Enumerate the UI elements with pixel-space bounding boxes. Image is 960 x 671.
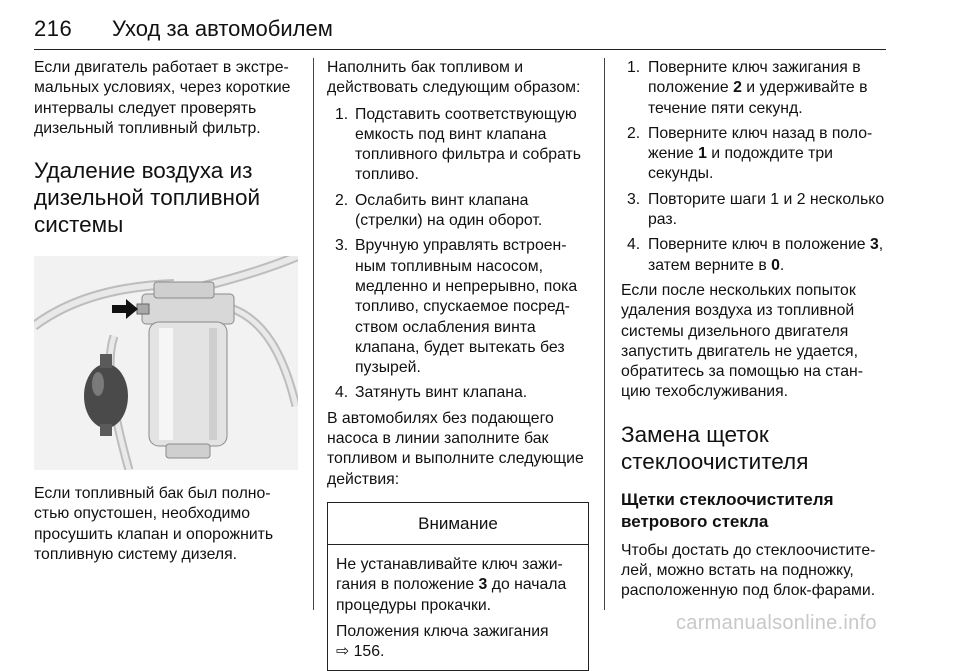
list-item: 2. Ослабить винт клапана (стрелки) на один оборот.	[335, 191, 543, 230]
ignition-steps	[621, 58, 887, 276]
column-1	[34, 58, 300, 565]
column-divider	[313, 58, 314, 610]
reference-arrow-icon: ⇨	[336, 643, 350, 661]
notice-title: Внимание	[328, 503, 588, 545]
column-2	[327, 58, 589, 671]
list-item: 1. Подставить соответствующую емкость под винт клапана топливного фильтра и собрать топливо.	[335, 105, 581, 184]
fuel-filter-diagram	[34, 256, 298, 470]
reference-text: Положения ключа зажигания	[336, 622, 549, 640]
fuel-filter-illustration	[34, 256, 298, 470]
list-item: 1. Поверните ключ зажигания в положение 2 и удерживайте в течение пяти секунд.	[627, 59, 868, 117]
subsection-heading: Щетки стеклоочистителя ветрового стекла	[621, 489, 834, 531]
notice-box	[327, 502, 589, 671]
procedure-outro: В автомобилях без подающего насоса в линии заполните бак топливом и выполните следующие действия:	[327, 409, 584, 488]
list-item: 4. Поверните ключ в положение 3, затем верните в 0.	[627, 236, 884, 274]
page-header	[34, 16, 886, 46]
list-item: 3. Повторите шаги 1 и 2 несколько раз.	[627, 190, 885, 229]
header-divider	[34, 49, 886, 50]
list-item: 3. Вручную управлять встроен- ным топливным насосом, медленно и непрерывно, пока топливо, спускаемое посред- ством ослабления винта клапана, будет вытекать без пузырей.	[335, 237, 578, 377]
notice-body: Не устанавливайте ключ зажи- гания в положение 3 до начала процедуры прокачки. Положения ключа зажигания ⇨ 156.	[336, 555, 567, 661]
column-divider	[604, 58, 605, 610]
watermark: carmanualsonline.info	[676, 612, 877, 634]
intro-paragraph: Если двигатель работает в экстре- мальных условиях, через короткие интервалы следует проверять дизельный топливный фильтр.	[34, 59, 291, 137]
after-figure-paragraph: Если топливный бак был полно- стью опустошен, необходимо просушить клапан и опорожнить топливную систему дизеля.	[34, 485, 274, 564]
procedure-intro: Наполнить бак топливом и действовать следующим образом:	[327, 59, 581, 97]
procedure-steps	[327, 105, 589, 404]
chapter-title: Уход за автомобилем	[112, 16, 333, 41]
section-heading-wipers: Замена щеток стеклоочистителя	[621, 421, 809, 474]
column-3	[621, 58, 887, 602]
wiper-paragraph: Чтобы достать до стеклоочистите- лей, можно встать на подножку, расположенную под блок-фарами.	[621, 541, 876, 600]
service-paragraph: Если после нескольких попыток удаления воздуха из топливной системы дизельного двигателя запустить двигатель не удается, обратитесь за помощью на стан- цию техобслуживания.	[621, 281, 863, 401]
list-item: 4. Затянуть винт клапана.	[335, 384, 528, 402]
page-number: 216	[34, 16, 73, 41]
section-heading: Удаление воздуха из дизельной топливной системы	[34, 158, 261, 238]
list-item: 2. Поверните ключ назад в поло- жение 1 и подождите три секунды.	[627, 124, 873, 183]
reference-link[interactable]: ⇨ 156.	[336, 643, 385, 661]
